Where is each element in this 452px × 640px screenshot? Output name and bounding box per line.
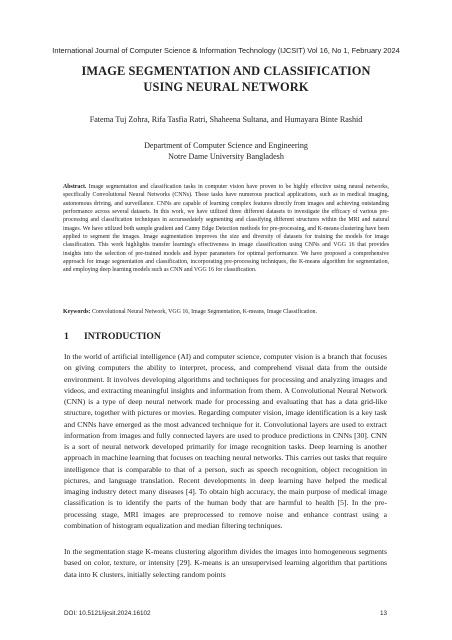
section-number: 1 xyxy=(64,331,69,342)
section-title: INTRODUCTION xyxy=(84,331,161,342)
abstract-text: Image segmentation and classification tasks in computer vision have proven to be highly effective using neural networks, specifically Convolutional Neural Networks (CNNs). These tasks have numerous practical applications, such as in medical imaging, autonomous driving, and surveillance. CNNs are capable of learning complex features directly from images and achieving outstanding performance across several datasets. In this work, we have utilized three different datasets to investigate the efficacy of various pre-processing and classification techniques in accurssedately segmenting and classifying different structures within the MRI and natural images. We have utilized both sample gradient and Canny Edge Detection methods for pre-processing, and K-means clustering have been applied to segment the images. Image augmentation improves the size and diversity of datasets for training the models for image classification. This work highlights transfer learning's effectiveness in image classification using CNNs and VGG 16 that provides insights into the selection of pre-trained models and hyper parameters for optimal performance. We have proposed a comprehensive approach for image segmentation and classification, incorporating pre-processing techniques, the K-means algorithm for segmentation, and employing deep learning models such as CNN and VGG 16 for classification. xyxy=(63,184,389,274)
abstract xyxy=(63,183,389,275)
paper-title xyxy=(40,64,412,95)
page-footer xyxy=(64,610,387,617)
body-paragraph-1: In the world of artificial intelligence (AI) and computer science, computer vision is a branch that focuses on giving computers the ability to interpret, process, and comprehend visual data from the outside environment. It involves developing algorithms and techniques for processing and analyzing images and videos, and extracting meaningful insights and information from them. A Convolutional Neural Network (CNN) is a type of deep neural network made for processing and evaluating that has a data grid-like structure, together with pictures or movies. Regarding computer vision, image identification is a key task and CNNs have emerged as the most advanced technique for it. Convolutional layers are used to extract information from images and fully connected layers are used to produce predictions in CNNs [30]. CNN is a sort of neural network developed primarily for image recognition tasks. Deep learning is another approach in machine learning that focuses on teaching neural networks. This carries out tasks that require intelligence that is comparable to that of a person, such as speech recognition, object recognition in pictures, and language translation. Recent developments in deep learning have helped the medical imaging industry detect many diseases [4]. To obtain high accuracy, the main purpose of medical image classification is to identify the parts of the human body that are harmful to health [5]. In the pre-processing stage, MRI images are preprocessed to remove noise and enhance contrast using a combination of histogram equalization and median filtering techniques. xyxy=(64,352,387,530)
affiliation-university: Notre Dame University Bangladesh xyxy=(168,152,284,161)
keywords xyxy=(63,308,389,316)
title-line-1: IMAGE SEGMENTATION AND CLASSIFICATION xyxy=(81,64,371,78)
section-heading xyxy=(64,331,161,342)
title-line-2: USING NEURAL NETWORK xyxy=(143,79,309,94)
affiliation-department: Department of Computer Science and Engineering xyxy=(144,141,308,150)
body-paragraph-2: In the segmentation stage K-means clustering algorithm divides the images into homogeneous segments based on color, texture, or intensity [29]. K-means is an unsupervised learning algorithm that partitions data into K clusters, initially selecting random points xyxy=(64,547,387,579)
doi-link[interactable]: DOI: 10.5121/ijcsit.2024.16102 xyxy=(64,610,151,617)
keywords-text: Convolutional Neural Network, VGG 16, Image Segmentation, K-means, Image Classification. xyxy=(91,309,317,315)
author-list: Fatema Tuj Zohra, Rifa Tasfia Ratri, Shaheena Sultana, and Humayara Binte Rashid xyxy=(89,115,363,124)
running-header: International Journal of Computer Science & Information Technology (IJCSIT) Vol 16, No 1, February 2024 xyxy=(52,46,400,55)
abstract-label: Abstract. xyxy=(63,184,87,190)
keywords-label: Keywords: xyxy=(63,309,91,315)
affiliation xyxy=(30,140,422,162)
page-number: 13 xyxy=(379,610,387,617)
